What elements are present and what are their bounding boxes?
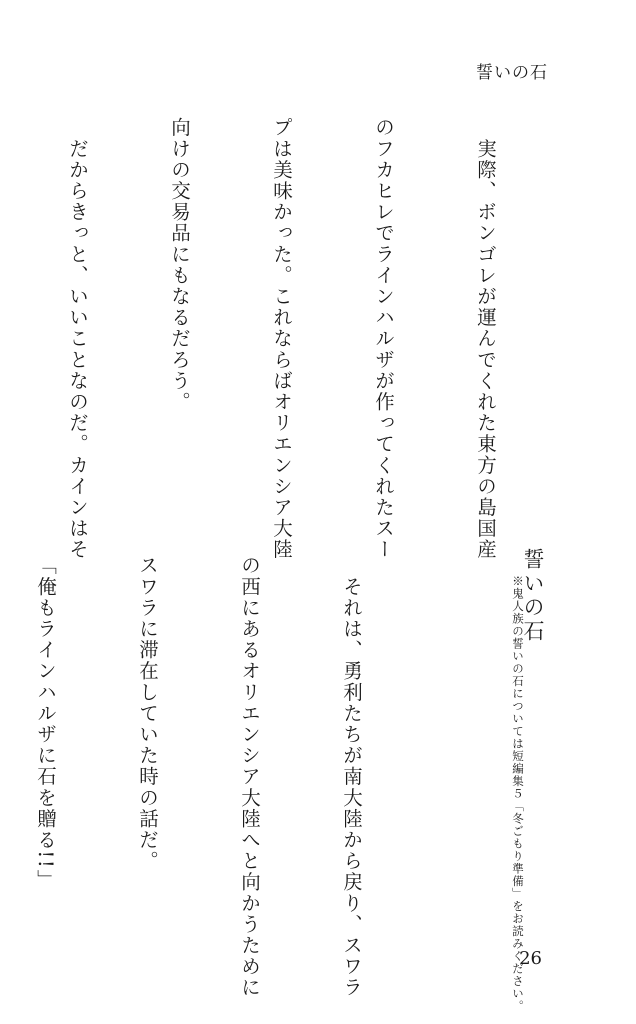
text-line: だからきっと、いいことなのだ。カインはそ bbox=[66, 117, 89, 561]
text-line: それは、勇利たちが南大陸から戻り、スワラ bbox=[340, 555, 363, 999]
text-line: のフカヒレでラインハルザが作ってくれたスー bbox=[372, 117, 395, 561]
running-head: 誓いの石 bbox=[476, 63, 548, 83]
page-number: 26 bbox=[519, 948, 542, 969]
text-line: の西にあるオリエンシア大陸へと向かうために bbox=[238, 555, 261, 999]
text-line: 「俺もラインハルザに石を贈る!!」 bbox=[34, 555, 57, 891]
body-text-bottom bbox=[0, 555, 436, 999]
section-title: 誓いの石 bbox=[521, 548, 545, 644]
text-line: スワラに滞在していた時の話だ。 bbox=[136, 555, 159, 872]
text-line: 向けの交易品にもなるだろう。 bbox=[168, 117, 191, 413]
footnote: ※鬼人族の誓いの石については短編集５「冬ごもり準備」をお読みください。 bbox=[511, 575, 525, 1013]
text-line: 実際、ボンゴレが運んでくれた東方の島国産 bbox=[474, 117, 497, 561]
body-text-top bbox=[0, 117, 570, 561]
text-line: プは美味かった。これならばオリエンシア大陸 bbox=[270, 117, 293, 561]
